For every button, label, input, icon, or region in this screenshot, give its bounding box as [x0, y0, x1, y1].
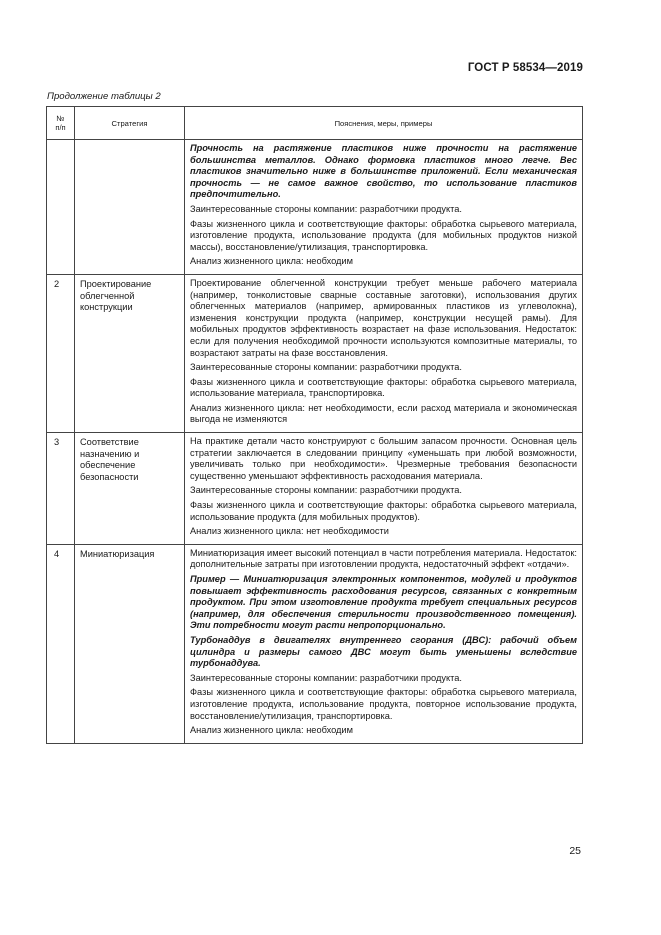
- table-row: [47, 274, 583, 432]
- explanation-paragraph: Заинтересованные стороны компании: разработчики продукта.: [190, 362, 462, 373]
- document-standard-header: ГОСТ Р 58534—2019: [467, 62, 583, 74]
- explanation-paragraph: Заинтересованные стороны компании: разработчики продукта.: [190, 203, 462, 214]
- row-number-cell: 4: [47, 544, 75, 743]
- strategy-cell: Проектирование облегченной конструкции: [75, 274, 185, 432]
- table-body: [47, 140, 583, 744]
- explanation-cell: [185, 544, 583, 743]
- example-paragraph: Прочность на растяжение пластиков ниже прочности на растяжение большинства металлов. Однако формовка пластиков много легче. Вес пластиков значительно ниже в большинстве приложений. Если механическая прочность — не самое важное свойство, то использование пластиков предпочтительно.: [190, 143, 577, 200]
- explanation-paragraph: Фазы жизненного цикла и соответствующие факторы: обработка сырьевого материала, изготовление продукта, использование продукта, повторное использование продукта, восстановление/утилизация, транспортировка.: [190, 687, 577, 721]
- explanation-cell: [185, 433, 583, 545]
- row-number-cell: 3: [47, 433, 75, 545]
- strategy-cell: Миниатюризация: [75, 544, 185, 743]
- explanation-paragraph: Фазы жизненного цикла и соответствующие факторы: обработка сырьевого материала, изготовление продукта, использование продукта (для мобильных продуктов низкой массы), восстановление/утилизация, транспортировка.: [190, 218, 577, 252]
- explanation-paragraph: Фазы жизненного цикла и соответствующие факторы: обработка сырьевого материала, использование продукта (для мобильных продуктов).: [190, 500, 577, 522]
- explanation-paragraph: На практике детали часто конструируют с большим запасом прочности. Основная цель стратегии заключается в следовании принципу «уменьшать при любой возможности, увеличивать только при необходимости». Чрезмерные требования безопасности существенно уменьшают эффективность расходования материала.: [190, 436, 577, 481]
- explanation-paragraph: Анализ жизненного цикла: нет необходимости: [190, 526, 389, 537]
- row-number-cell: 2: [47, 274, 75, 432]
- example-paragraph: Турбонаддув в двигателях внутреннего сгорания (ДВС): рабочий объем цилиндра и размеры самого ДВС могут быть уменьшены вследствие турбонаддува.: [190, 634, 577, 669]
- table-row: [47, 544, 583, 743]
- explanation-paragraph: Анализ жизненного цикла: необходим: [190, 725, 353, 736]
- explanation-paragraph: Проектирование облегченной конструкции требует меньше рабочего материала (например, тонколистовые сварные составные заготовки), использования других облегченных материалов (например, армированных пластиков из углеволокна), изменения конструкции продукта (например, конструкции несущей рамы). Для мобильных продуктов эффективность возрастает на фазе использования. Недостаток: если для получения необходимой прочности используются композитные материалы, то возрастают затраты на фазе восстановления.: [190, 277, 577, 358]
- strategies-table: [46, 106, 583, 744]
- column-header-number: № п/п: [47, 107, 75, 140]
- table-row: [47, 433, 583, 545]
- strategy-cell: Соответствие назначению и обеспечение безопасности: [75, 433, 185, 545]
- page-number: 25: [569, 845, 581, 857]
- strategy-cell: [75, 140, 185, 275]
- table-caption: Продолжение таблицы 2: [47, 91, 161, 102]
- example-paragraph: Пример — Миниатюризация электронных компонентов, модулей и продуктов повышает эффективность расходования ресурсов, связанных с конкретным продуктом. При этом изготовление продукта требует специальных ресурсов (например, для обеспечения стерильности производственного помещения). Эти потребности могут расти непропорционально.: [190, 574, 577, 631]
- explanation-cell: [185, 274, 583, 432]
- column-header-strategy: Стратегия: [75, 107, 185, 140]
- explanation-paragraph: Анализ жизненного цикла: нет необходимости, если расход материала и экономическая выгода не изменяются: [190, 402, 577, 425]
- table-header-row: [47, 107, 583, 140]
- explanation-paragraph: Миниатюризация имеет высокий потенциал в части потребления материала. Недостаток: дополнительные затраты при изготовлении продукта, недостаточный эффект «отдачи».: [190, 547, 577, 570]
- column-header-explanations: Пояснения, меры, примеры: [185, 107, 583, 140]
- table-row: [47, 140, 583, 275]
- explanation-paragraph: Заинтересованные стороны компании: разработчики продукта.: [190, 672, 462, 683]
- row-number-cell: [47, 140, 75, 275]
- explanation-paragraph: Заинтересованные стороны компании: разработчики продукта.: [190, 485, 462, 496]
- explanation-paragraph: Анализ жизненного цикла: необходим: [190, 256, 353, 267]
- explanation-paragraph: Фазы жизненного цикла и соответствующие факторы: обработка сырьевого материала, использование материала, транспортировка.: [190, 376, 577, 399]
- explanation-cell: [185, 140, 583, 275]
